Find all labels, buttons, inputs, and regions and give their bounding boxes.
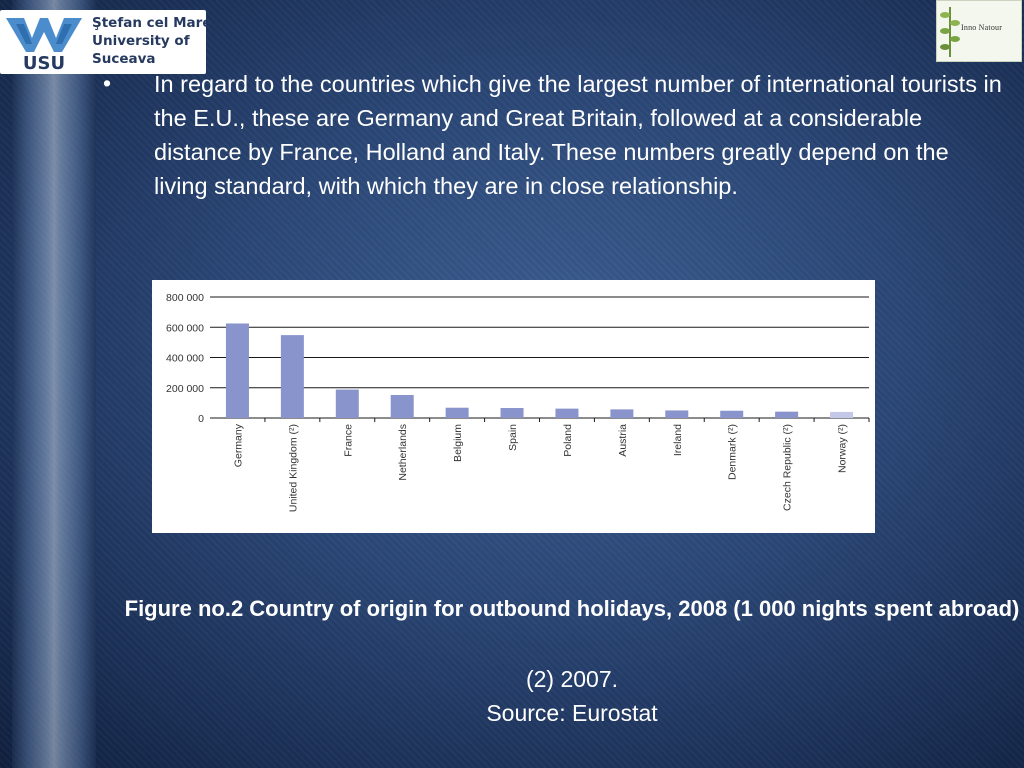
partner-name: Inno Natour xyxy=(961,23,1003,32)
bar-6 xyxy=(555,409,578,418)
y-tick-label: 400 000 xyxy=(166,352,204,365)
bullet-marker: • xyxy=(103,70,112,96)
bar-3 xyxy=(391,395,414,418)
bar-7 xyxy=(610,409,633,418)
x-tick-label: Austria xyxy=(616,424,629,457)
chart-svg xyxy=(152,280,875,533)
x-tick-label: United Kingdom (²) xyxy=(287,424,300,513)
x-tick-label: Norway (²) xyxy=(836,424,849,473)
bar-0 xyxy=(226,323,249,418)
bar-8 xyxy=(665,410,688,418)
bar-2 xyxy=(336,390,359,418)
decorative-side-bar xyxy=(12,0,96,768)
slide-body-text: In regard to the countries which give the largest number of international tourists in the E.U., these are Germany and Great Britain, followed at a considerable distance by France, Holland and Italy. These numbers greatly depend on the living standard, with which they are in close relationship. xyxy=(154,71,1002,199)
bar-11 xyxy=(830,412,853,418)
university-logo xyxy=(0,10,212,74)
figure-caption: Figure no.2 Country of origin for outbound holidays, 2008 (1 000 nights spent abroad) xyxy=(124,596,1020,621)
x-tick-label: Czech Republic (²) xyxy=(781,424,794,511)
bar-4 xyxy=(446,408,469,418)
x-tick-label: Netherlands xyxy=(397,424,410,481)
figure-note: (2) 2007. xyxy=(525,666,619,692)
y-tick-label: 600 000 xyxy=(166,322,204,335)
x-tick-label: Denmark (²) xyxy=(726,424,739,481)
bar-1 xyxy=(281,335,304,418)
university-abbr: USU xyxy=(22,53,66,72)
plant-icon xyxy=(939,3,961,59)
figure-source: Source: Eurostat xyxy=(486,700,658,726)
partner-logo xyxy=(936,0,1022,62)
university-name: Ştefan cel Mare University of Suceava xyxy=(92,15,212,67)
bar-9 xyxy=(720,411,743,418)
x-tick-label: Poland xyxy=(561,424,574,457)
x-tick-label: Spain xyxy=(507,424,520,451)
y-tick-label: 200 000 xyxy=(166,382,204,395)
y-tick-label: 0 xyxy=(198,413,204,425)
x-tick-label: Ireland xyxy=(671,424,684,457)
x-tick-label: Germany xyxy=(232,424,245,468)
university-emblem-icon xyxy=(2,12,86,72)
x-tick-label: Belgium xyxy=(452,424,465,462)
bar-chart xyxy=(152,280,875,533)
bar-5 xyxy=(501,408,524,418)
x-tick-label: France xyxy=(342,424,355,457)
y-tick-label: 800 000 xyxy=(166,292,204,304)
bar-10 xyxy=(775,412,798,418)
